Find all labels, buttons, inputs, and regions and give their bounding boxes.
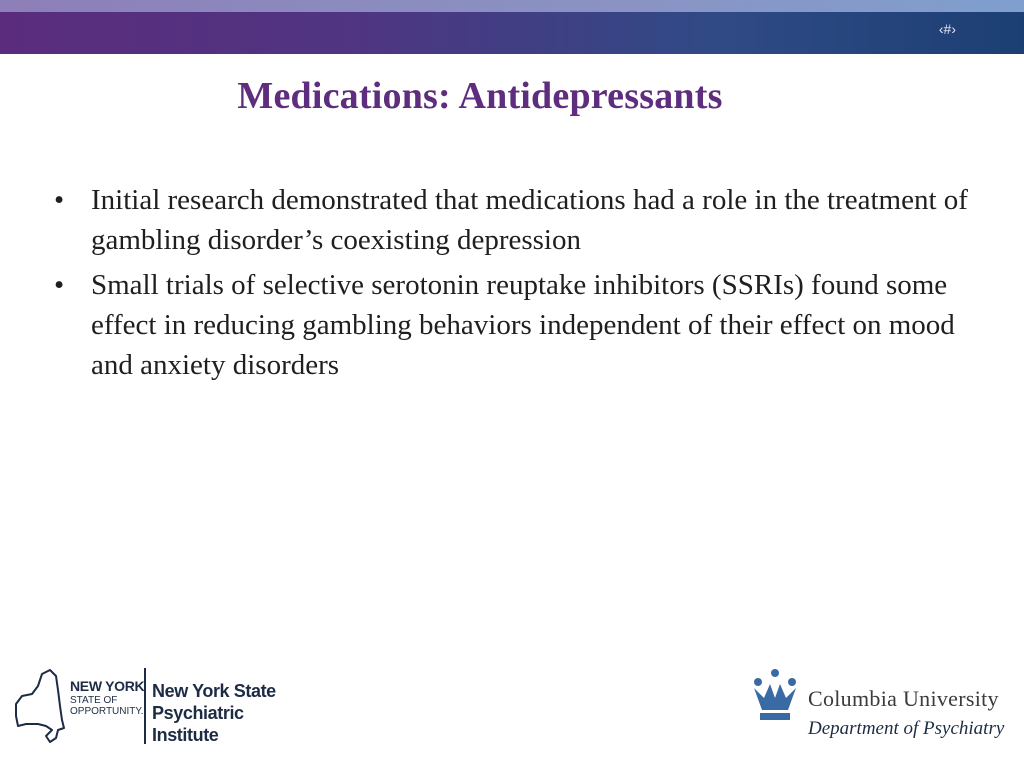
institute-name	[152, 680, 302, 746]
header-band	[0, 12, 1024, 54]
bullet-text: Initial research demonstrated that medications had a role in the treatment of gambling disorder’s coexisting depression	[91, 184, 968, 256]
bullet-item	[54, 180, 974, 260]
columbia-psychiatry-logo	[750, 666, 1012, 748]
bullet-marker: •	[54, 269, 65, 301]
new-york-wordmark: NEW YORK	[70, 678, 145, 694]
bullet-text: Small trials of selective serotonin reuptake inhibitors (SSRIs) found some effect in reducing gambling behaviors independent of their effect on mood and anxiety disorders	[91, 269, 955, 381]
department-name: Department of Psychiatry	[808, 718, 1005, 739]
header-top-stripe	[0, 0, 1024, 12]
bullet-item	[54, 265, 974, 385]
state-of-opportunity-wordmark: STATE OF OPPORTUNITY.	[70, 695, 144, 717]
bullet-list	[54, 180, 974, 390]
bullet-marker: •	[54, 184, 65, 216]
crown-icon	[750, 668, 800, 724]
nys-psychiatric-institute-logo	[12, 666, 302, 748]
logo-divider	[144, 668, 146, 744]
slide-title: Medications: Antidepressants	[237, 75, 723, 117]
slide-number: ‹#›	[938, 21, 956, 37]
new-york-state-map-icon	[12, 666, 68, 744]
institute-name-text: New York State Psychiatric Institute	[152, 681, 276, 745]
university-name: Columbia University	[808, 686, 999, 711]
